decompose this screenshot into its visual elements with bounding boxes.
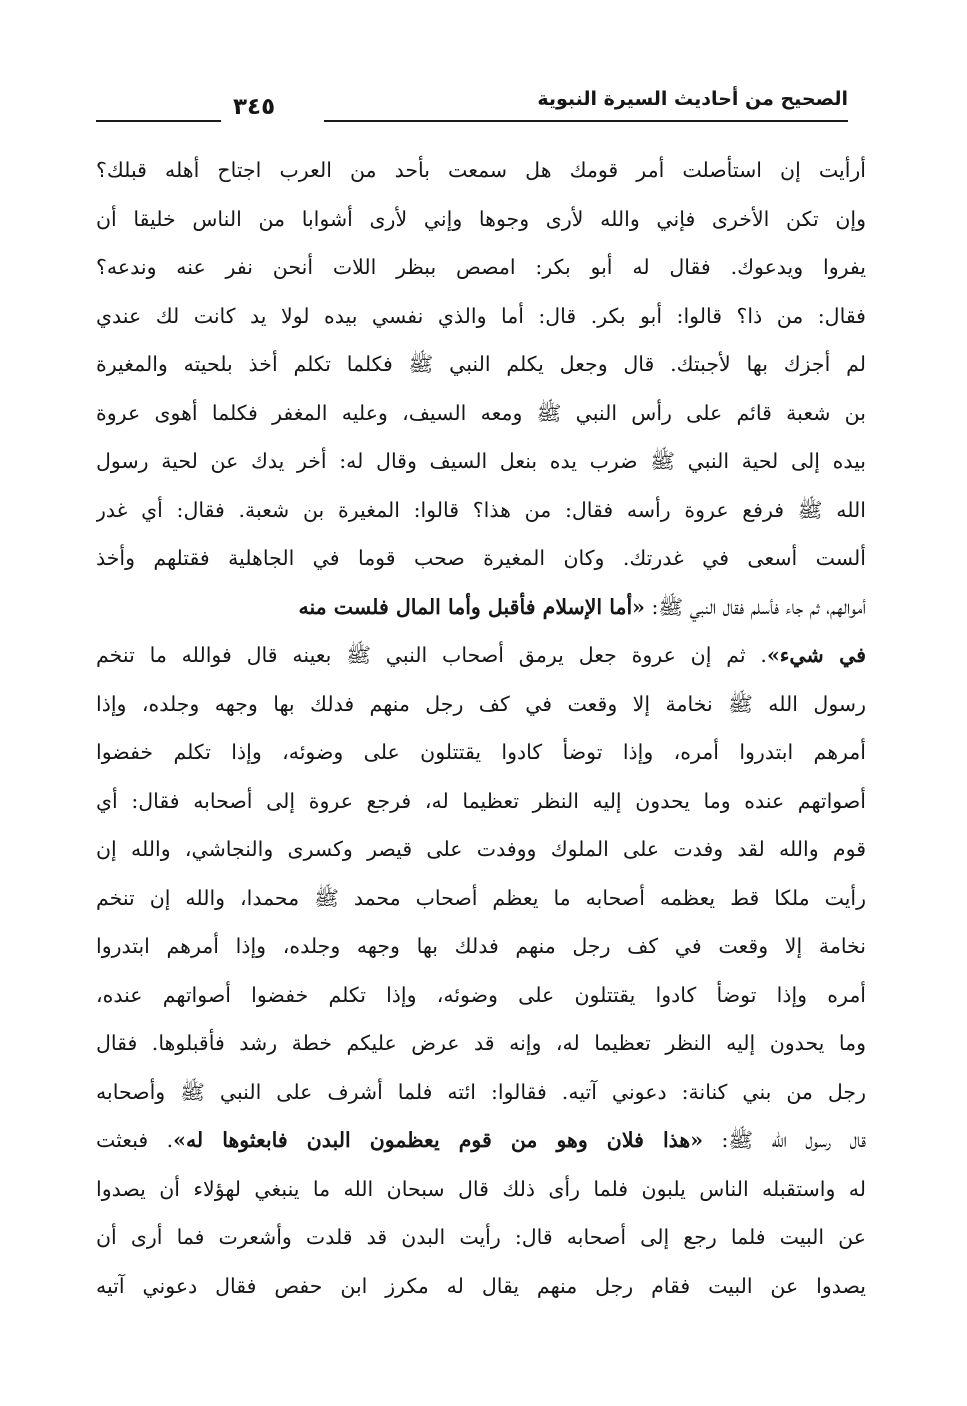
hadith-quote: في شيء» [766,643,866,667]
text-line [96,534,866,583]
text-line [96,389,866,438]
text-line [96,971,866,1020]
text-line [96,1213,866,1262]
text-segment: يصدوا عن البيت فقام رجل منهم يقال له مكرز ابن حفص فقال دعوني آتيه [96,1273,866,1298]
text-segment: أمره وإذا توضأ كادوا يقتتلون على وضوئه، وإذا تكلم خفضوا أصواتهم عنده، [96,982,866,1007]
text-segment: نخامة إلا وقعت في كف رجل منهم فدلك بها وجهه وجلده، وإذا أمرهم ابتدروا [96,934,866,958]
text-segment: أصواتهم عنده وما يحدون إليه النظر تعظيما له، فرجع عروة إلى أصحابه فقال: أي [96,788,866,813]
text-segment: أموالهم، ثم جاء فأسلم فقال النبي ﷺ: [645,594,866,619]
text-segment: . ثم إن عروة جعل يرمق أصحاب النبي ﷺ بعينه قال فوالله ما تنخم [96,643,767,667]
text-line [96,631,866,680]
text-line [96,1262,866,1311]
text-line [96,777,866,826]
text-line [96,243,866,292]
text-segment: قال رسول الله ﷺ: [703,1128,866,1152]
text-line [96,340,866,389]
page-number: ٣٤٥ [233,94,276,120]
text-line [96,680,866,729]
text-segment: قوم والله لقد وفدت على الملوك ووفدت على قيصر وكسرى والنجاشي، والله إن [96,837,866,861]
text-segment: عن البيت فلما رجع إلى أصحابه قال: رأيت البدن قد قلدت وأشعرت فما أرى أن [96,1225,866,1249]
body-text [96,146,866,1310]
text-segment: . فبعثت [96,1128,174,1152]
text-segment: أرأيت إن استأصلت أمر قومك هل سمعت بأحد من العرب اجتاح أهله قبلك؟ [96,158,866,182]
text-line [96,922,866,971]
book-title: الصحيح من أحاديث السيرة النبوية [537,88,848,110]
text-line [96,874,866,923]
text-segment: وما يحدون إليه النظر تعظيما له، وإنه قد عرض عليكم خطة رشد فأقبلوها. فقال [96,1031,866,1055]
text-line [96,1116,866,1165]
text-segment: رجل من بني كنانة: دعوني آتيه. فقالوا: ائته فلما أشرف على النبي ﷺ وأصحابه [96,1079,866,1104]
text-segment: وإن تكن الأخرى فإني والله لأرى وجوها وإني لأرى أشوابا من الناس خليقا أن [96,206,866,231]
text-segment: رسول الله ﷺ نخامة إلا وقعت في كف رجل منهم فدلك بها وجهه وجلده، وإذا [96,691,866,716]
text-line [96,195,866,244]
text-line [96,486,866,535]
text-segment: لم أجزك بها لأجبتك. قال وجعل يكلم النبي ﷺ فكلما تكلم أخذ بلحيته والمغيرة [96,352,866,376]
text-segment: رأيت ملكا قط يعظمه أصحابه ما يعظم أصحاب محمد ﷺ محمدا، والله إن تنخم [96,885,866,910]
text-segment: له واستقبله الناس يلبون فلما رأى ذلك قال سبحان الله ما ينبغي لهؤلاء أن يصدوا [96,1176,866,1201]
running-header [96,80,848,132]
text-segment: الله ﷺ فرفع عروة رأسه فقال: من هذا؟ قالوا: المغيرة بن شعبة. فقال: أي غدر [96,497,866,522]
text-line [96,825,866,874]
text-line [96,728,866,777]
text-segment: بيده إلى لحية النبي ﷺ ضرب يده بنعل السيف وقال له: أخر يدك عن لحية رسول [96,449,866,473]
text-segment: يفروا ويدعوك. فقال له أبو بكر: امصص ببظر اللات أنحن نفر عنه وندعه؟ [96,255,866,279]
text-line [96,1068,866,1117]
text-segment: أمرهم ابتدروا أمره، وإذا توضأ كادوا يقتتلون على وضوئه، وإذا تكلم خفضوا [96,740,866,764]
text-line [96,146,866,195]
text-segment: فقال: من ذا؟ قالوا: أبو بكر. قال: أما والذي نفسي بيده لولا يد كانت لك عندي [96,303,866,328]
text-line [96,583,866,632]
hadith-quote: «أما الإسلام فأقبل وأما المال فلست منه [298,594,645,619]
text-line [96,1165,866,1214]
text-line [96,292,866,341]
text-line [96,1019,866,1068]
header-rule-left [96,120,221,122]
hadith-quote: «هذا فلان وهو من قوم يعظمون البدن فابعثوها له» [173,1128,704,1152]
header-rule-right [324,120,848,122]
text-segment: بن شعبة قائم على رأس النبي ﷺ ومعه السيف، وعليه المغفر فكلما أهوى عروة [96,400,866,425]
text-line [96,437,866,486]
text-segment: ألست أسعى في غدرتك. وكان المغيرة صحب قوما في الجاهلية فقتلهم وأخذ [96,546,866,570]
